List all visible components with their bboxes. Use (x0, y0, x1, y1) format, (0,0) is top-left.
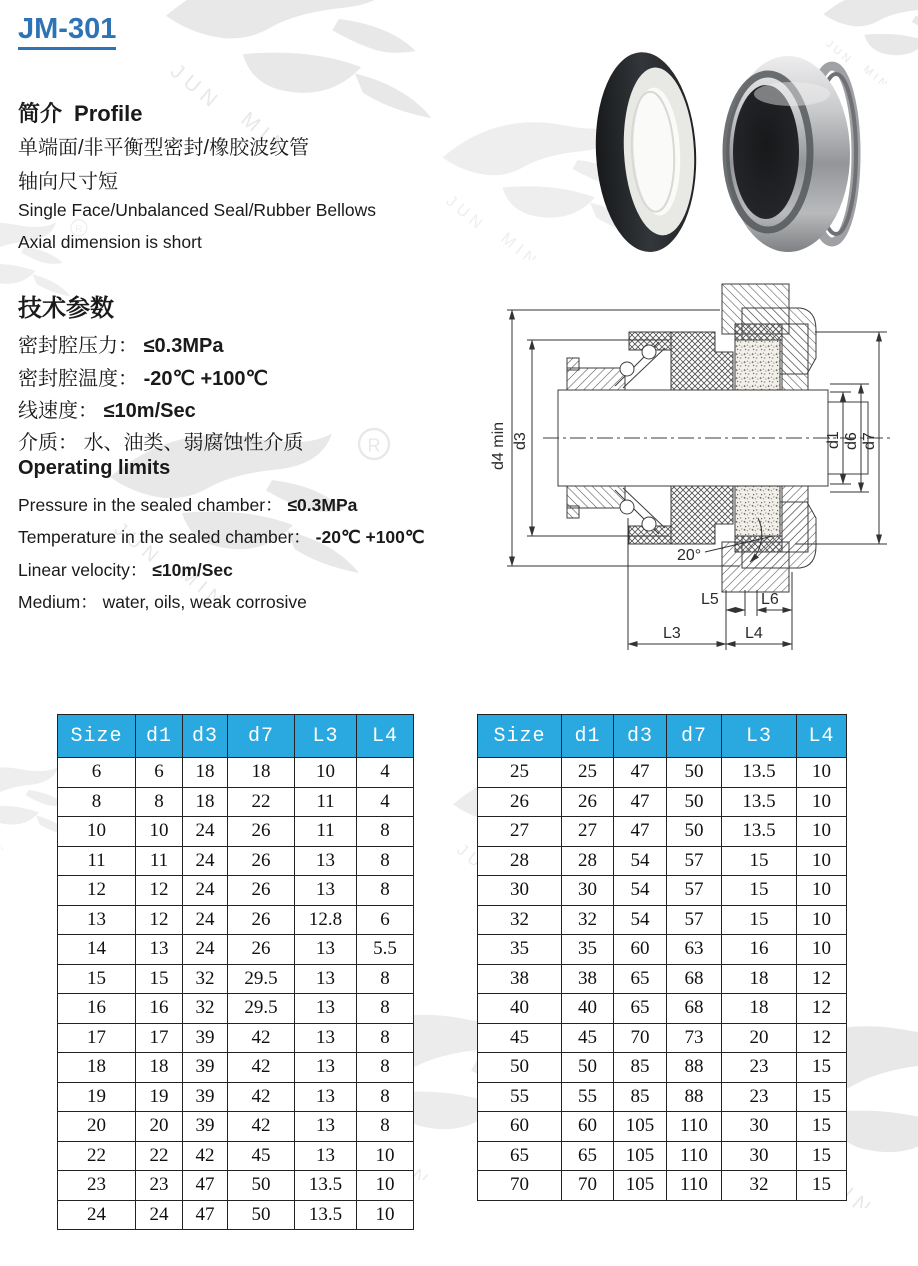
size-table-cell: 16 (722, 935, 797, 965)
size-table-cell: 10 (357, 1200, 414, 1230)
dim-label-l4: L4 (745, 625, 763, 642)
size-table-cell: 26 (228, 905, 295, 935)
size-table-cell: 32 (183, 994, 228, 1024)
size-table-cell: 26 (228, 876, 295, 906)
param-value: -20℃ +100℃ (315, 527, 425, 547)
tech-params-heading: 技术参数 (18, 295, 114, 322)
size-table-cell: 4 (357, 758, 414, 788)
size-table-cell: 15 (722, 876, 797, 906)
size-table-header-row (478, 715, 847, 758)
size-table-cell: 8 (357, 876, 414, 906)
size-table-cell: 10 (136, 817, 183, 847)
size-table-cell: 25 (478, 758, 562, 788)
size-table-cell: 8 (357, 846, 414, 876)
param-medium-en (18, 589, 307, 614)
size-table-row (478, 758, 847, 788)
size-table-row (478, 1023, 847, 1053)
size-table-cell: 42 (228, 1082, 295, 1112)
param-label: 线速度： (18, 400, 98, 422)
size-table-cell: 10 (357, 1141, 414, 1171)
param-value: ≤10m/Sec (152, 560, 233, 580)
size-table-cell: 50 (478, 1053, 562, 1083)
size-table-cell: 47 (614, 758, 667, 788)
size-table-cell: 13.5 (295, 1200, 357, 1230)
page-title: JM-301 (18, 14, 116, 50)
param-label: 密封腔压力： (18, 335, 138, 357)
size-table-left (57, 714, 414, 1230)
size-table-row (478, 1141, 847, 1171)
size-table-row (478, 1053, 847, 1083)
param-medium-zh (18, 426, 304, 455)
size-table-cell: 85 (614, 1053, 667, 1083)
size-table-cell: 54 (614, 846, 667, 876)
profile-heading (18, 97, 142, 128)
size-table-cell: 45 (478, 1023, 562, 1053)
size-table-cell: 13 (295, 846, 357, 876)
size-table-cell: 70 (478, 1171, 562, 1201)
size-table-cell: 6 (357, 905, 414, 935)
size-table-cell: 73 (667, 1023, 722, 1053)
size-table-cell: 13 (295, 1023, 357, 1053)
product-photo (560, 42, 916, 268)
size-table-cell: 13 (295, 935, 357, 965)
brand-watermark (150, 0, 470, 147)
size-table-cell: 20 (722, 1023, 797, 1053)
size-table-cell: 12 (797, 964, 847, 994)
size-table-cell: 11 (295, 817, 357, 847)
size-table-cell: 50 (667, 787, 722, 817)
col-header-l4: L4 (797, 715, 847, 758)
size-table-cell: 54 (614, 876, 667, 906)
size-table-cell: 50 (228, 1171, 295, 1201)
size-table-row (478, 1082, 847, 1112)
size-table-cell: 40 (478, 994, 562, 1024)
size-table-cell: 22 (136, 1141, 183, 1171)
size-table-cell: 24 (136, 1200, 183, 1230)
size-table-cell: 39 (183, 1023, 228, 1053)
param-label: Linear velocity： (18, 560, 148, 580)
size-table-cell: 42 (228, 1053, 295, 1083)
col-header-d7: d7 (228, 715, 295, 758)
size-table-cell: 28 (562, 846, 614, 876)
dim-label-d3: d3 (512, 432, 529, 450)
size-table-cell: 50 (667, 758, 722, 788)
size-table-cell: 38 (562, 964, 614, 994)
col-header-d3: d3 (614, 715, 667, 758)
dim-label-l6: L6 (761, 591, 779, 608)
size-table-cell: 65 (562, 1141, 614, 1171)
size-table-cell: 15 (797, 1082, 847, 1112)
size-table-row (478, 846, 847, 876)
size-table-cell: 110 (667, 1141, 722, 1171)
size-table-cell: 14 (58, 935, 136, 965)
size-table-cell: 38 (478, 964, 562, 994)
size-table-cell: 8 (357, 1053, 414, 1083)
size-table-cell: 27 (478, 817, 562, 847)
param-label: Temperature in the sealed chamber： (18, 527, 311, 547)
size-table-cell: 55 (478, 1082, 562, 1112)
size-table-row (478, 994, 847, 1024)
col-header-d1: d1 (562, 715, 614, 758)
size-table-cell: 6 (136, 758, 183, 788)
size-table-cell: 11 (136, 846, 183, 876)
col-header-size: Size (58, 715, 136, 758)
size-table-cell: 13.5 (722, 787, 797, 817)
size-table-cell: 13.5 (295, 1171, 357, 1201)
size-table-cell: 18 (136, 1053, 183, 1083)
size-table-cell: 18 (183, 758, 228, 788)
size-table-cell: 10 (58, 817, 136, 847)
size-table-cell: 15 (58, 964, 136, 994)
dim-label-l5: L5 (701, 591, 719, 608)
param-label: 介质： (18, 432, 78, 454)
size-table-cell: 13 (295, 964, 357, 994)
size-table-cell: 23 (722, 1082, 797, 1112)
size-table-cell: 30 (478, 876, 562, 906)
size-table-cell: 13 (295, 1053, 357, 1083)
param-pressure-zh (18, 329, 223, 358)
size-table-cell: 8 (357, 1023, 414, 1053)
size-table-cell: 105 (614, 1141, 667, 1171)
size-table-cell: 70 (562, 1171, 614, 1201)
size-table-right (477, 714, 847, 1201)
size-table-cell: 23 (58, 1171, 136, 1201)
dim-label-d4: d4 min (490, 421, 507, 470)
size-table-cell: 11 (295, 787, 357, 817)
size-table-cell: 13 (295, 1112, 357, 1142)
size-table-cell: 11 (58, 846, 136, 876)
size-table-cell: 24 (183, 905, 228, 935)
seal-head-ring (726, 56, 856, 252)
size-table-cell: 18 (228, 758, 295, 788)
size-table-cell: 16 (136, 994, 183, 1024)
size-table-cell: 8 (357, 994, 414, 1024)
size-table-cell: 57 (667, 846, 722, 876)
size-table-cell: 10 (357, 1171, 414, 1201)
size-table-cell: 10 (797, 876, 847, 906)
size-table-cell: 10 (797, 905, 847, 935)
size-table-cell: 68 (667, 964, 722, 994)
size-table-row (58, 876, 414, 906)
size-table-cell: 15 (797, 1053, 847, 1083)
size-table-cell: 65 (614, 994, 667, 1024)
size-table-cell: 26 (478, 787, 562, 817)
size-table-cell: 24 (183, 846, 228, 876)
size-table-cell: 12 (797, 1023, 847, 1053)
param-velocity-zh (18, 394, 196, 423)
dim-label-d1: d1 (825, 431, 842, 449)
size-table-cell: 20 (58, 1112, 136, 1142)
size-table-cell: 27 (562, 817, 614, 847)
profile-heading-zh: 简介 (18, 101, 63, 126)
size-table-cell: 39 (183, 1112, 228, 1142)
size-table-cell: 60 (614, 935, 667, 965)
param-value: water, oils, weak corrosive (102, 592, 307, 612)
size-table-cell: 47 (614, 787, 667, 817)
size-table-cell: 68 (667, 994, 722, 1024)
size-table-cell: 88 (667, 1053, 722, 1083)
size-table-cell: 10 (797, 758, 847, 788)
size-table-cell: 24 (183, 876, 228, 906)
size-table-cell: 5.5 (357, 935, 414, 965)
size-table-cell: 8 (357, 1082, 414, 1112)
size-table-cell: 110 (667, 1171, 722, 1201)
size-table-cell: 54 (614, 905, 667, 935)
param-label: Medium： (18, 592, 98, 612)
profile-line-en-2: Axial dimension is short (18, 232, 202, 252)
size-table-cell: 16 (58, 994, 136, 1024)
size-table-cell: 18 (722, 964, 797, 994)
size-table-cell: 55 (562, 1082, 614, 1112)
size-table-cell: 8 (357, 817, 414, 847)
size-table-cell: 8 (357, 964, 414, 994)
size-table-cell: 24 (58, 1200, 136, 1230)
size-table-cell: 47 (614, 817, 667, 847)
profile-line-en-1: Single Face/Unbalanced Seal/Rubber Bellows (18, 200, 376, 220)
profile-line-zh-1: 单端面/非平衡型密封/橡胶波纹管 (18, 137, 310, 159)
size-table-cell: 28 (478, 846, 562, 876)
size-table-cell: 18 (58, 1053, 136, 1083)
size-table-cell: 10 (295, 758, 357, 788)
size-table-cell: 42 (228, 1023, 295, 1053)
size-table-cell: 18 (183, 787, 228, 817)
size-table-cell: 15 (722, 846, 797, 876)
size-table-row (58, 846, 414, 876)
size-table-cell: 13.5 (722, 758, 797, 788)
col-header-l3: L3 (722, 715, 797, 758)
param-velocity-en (18, 557, 233, 582)
size-table-cell: 32 (722, 1171, 797, 1201)
size-table-cell: 8 (357, 1112, 414, 1142)
col-header-d3: d3 (183, 715, 228, 758)
size-table-cell: 8 (58, 787, 136, 817)
size-table-cell: 22 (58, 1141, 136, 1171)
param-temperature-en (18, 524, 425, 549)
size-table-cell: 8 (136, 787, 183, 817)
size-table-cell: 85 (614, 1082, 667, 1112)
size-table-cell: 13 (295, 1082, 357, 1112)
param-value: 水、油类、弱腐蚀性介质 (83, 432, 304, 454)
size-table-row (478, 876, 847, 906)
size-table-cell: 20 (136, 1112, 183, 1142)
size-table-cell: 105 (614, 1112, 667, 1142)
size-table-cell: 22 (228, 787, 295, 817)
size-table-row (58, 964, 414, 994)
col-header-size: Size (478, 715, 562, 758)
size-table-row (58, 1200, 414, 1230)
size-table-cell: 13 (295, 994, 357, 1024)
size-table-cell: 35 (562, 935, 614, 965)
size-table-cell: 23 (136, 1171, 183, 1201)
size-table-cell: 63 (667, 935, 722, 965)
size-table-cell: 13 (136, 935, 183, 965)
size-table-row (58, 1141, 414, 1171)
size-table-cell: 35 (478, 935, 562, 965)
size-table-cell: 15 (136, 964, 183, 994)
size-table-cell: 65 (614, 964, 667, 994)
size-table-cell: 13 (295, 1141, 357, 1171)
size-table-row (478, 905, 847, 935)
technical-drawing (455, 272, 918, 667)
size-table-cell: 30 (722, 1141, 797, 1171)
size-table-cell: 32 (562, 905, 614, 935)
size-table-cell: 32 (183, 964, 228, 994)
size-table-row (478, 787, 847, 817)
param-label: 密封腔温度： (18, 368, 138, 390)
size-table-cell: 30 (562, 876, 614, 906)
dim-label-angle: 20° (677, 547, 702, 564)
size-table-cell: 26 (228, 817, 295, 847)
size-table-cell: 47 (183, 1171, 228, 1201)
size-table-cell: 24 (183, 935, 228, 965)
seal-section-half (567, 284, 816, 390)
size-table-cell: 12.8 (295, 905, 357, 935)
size-table-cell: 42 (183, 1141, 228, 1171)
col-header-l4: L4 (357, 715, 414, 758)
size-table-cell: 10 (797, 787, 847, 817)
size-table-cell: 23 (722, 1053, 797, 1083)
size-table-cell: 39 (183, 1082, 228, 1112)
size-table-cell: 65 (478, 1141, 562, 1171)
size-table-cell: 50 (667, 817, 722, 847)
size-table-row (58, 1053, 414, 1083)
size-table-row (58, 935, 414, 965)
size-table-cell: 10 (797, 817, 847, 847)
size-table-cell: 13 (58, 905, 136, 935)
col-header-l3: L3 (295, 715, 357, 758)
size-table-cell: 13 (295, 876, 357, 906)
param-value: -20℃ +100℃ (143, 368, 268, 390)
size-table-row (478, 817, 847, 847)
size-table-cell: 4 (357, 787, 414, 817)
size-table-cell: 50 (562, 1053, 614, 1083)
size-table-cell: 15 (797, 1141, 847, 1171)
size-table-row (58, 1023, 414, 1053)
size-table-cell: 32 (478, 905, 562, 935)
operating-limits-heading: Operating limits (18, 457, 171, 479)
size-table-cell: 26 (228, 935, 295, 965)
size-table-header-row (58, 715, 414, 758)
size-table-cell: 17 (58, 1023, 136, 1053)
size-table-cell: 70 (614, 1023, 667, 1053)
size-table-row (478, 935, 847, 965)
size-table-cell: 57 (667, 905, 722, 935)
size-table-cell: 24 (183, 817, 228, 847)
param-value: ≤10m/Sec (103, 400, 196, 422)
param-value: ≤0.3MPa (287, 495, 358, 515)
size-table-cell: 29.5 (228, 964, 295, 994)
size-table-row (58, 994, 414, 1024)
size-table-cell: 19 (136, 1082, 183, 1112)
col-header-d7: d7 (667, 715, 722, 758)
size-table-cell: 47 (183, 1200, 228, 1230)
size-table-cell: 12 (58, 876, 136, 906)
size-table-row (478, 1112, 847, 1142)
size-table-cell: 45 (562, 1023, 614, 1053)
size-table-cell: 26 (562, 787, 614, 817)
size-table-cell: 15 (797, 1112, 847, 1142)
size-table-cell: 40 (562, 994, 614, 1024)
dim-label-d7: d7 (861, 432, 878, 450)
size-table-cell: 39 (183, 1053, 228, 1083)
size-table-cell: 29.5 (228, 994, 295, 1024)
size-table-cell: 10 (797, 846, 847, 876)
size-table-cell: 17 (136, 1023, 183, 1053)
profile-heading-en: Profile (74, 101, 143, 126)
size-table-cell: 30 (722, 1112, 797, 1142)
size-table-cell: 10 (797, 935, 847, 965)
profile-line-zh-2: 轴向尺寸短 (18, 171, 118, 193)
size-table-row (58, 817, 414, 847)
size-table-cell: 105 (614, 1171, 667, 1201)
seal-seat-ring (591, 50, 701, 255)
size-table-cell: 60 (478, 1112, 562, 1142)
size-table-row (58, 1082, 414, 1112)
size-table-cell: 19 (58, 1082, 136, 1112)
size-table-cell: 57 (667, 876, 722, 906)
size-table-cell: 42 (228, 1112, 295, 1142)
param-pressure-en (18, 492, 357, 517)
size-table-row (58, 758, 414, 788)
size-table-cell: 110 (667, 1112, 722, 1142)
size-table-row (58, 1112, 414, 1142)
size-table-cell: 50 (228, 1200, 295, 1230)
size-table-row (58, 787, 414, 817)
size-table-cell: 12 (136, 905, 183, 935)
size-table-cell: 15 (797, 1171, 847, 1201)
size-table-row (58, 905, 414, 935)
size-table-cell: 60 (562, 1112, 614, 1142)
size-table-row (58, 1171, 414, 1201)
param-label: Pressure in the sealed chamber： (18, 495, 283, 515)
size-table-cell: 26 (228, 846, 295, 876)
size-table-cell: 18 (722, 994, 797, 1024)
size-table-cell: 88 (667, 1082, 722, 1112)
col-header-d1: d1 (136, 715, 183, 758)
size-table-cell: 6 (58, 758, 136, 788)
dim-label-d6: d6 (843, 432, 860, 450)
size-table-cell: 25 (562, 758, 614, 788)
size-table-row (478, 1171, 847, 1201)
size-table-cell: 15 (722, 905, 797, 935)
size-table-row (478, 964, 847, 994)
size-table-cell: 45 (228, 1141, 295, 1171)
dim-label-l3: L3 (663, 625, 681, 642)
size-table-cell: 12 (797, 994, 847, 1024)
size-table-cell: 13.5 (722, 817, 797, 847)
size-table-cell: 12 (136, 876, 183, 906)
param-value: ≤0.3MPa (143, 335, 224, 357)
param-temperature-zh (18, 362, 268, 391)
